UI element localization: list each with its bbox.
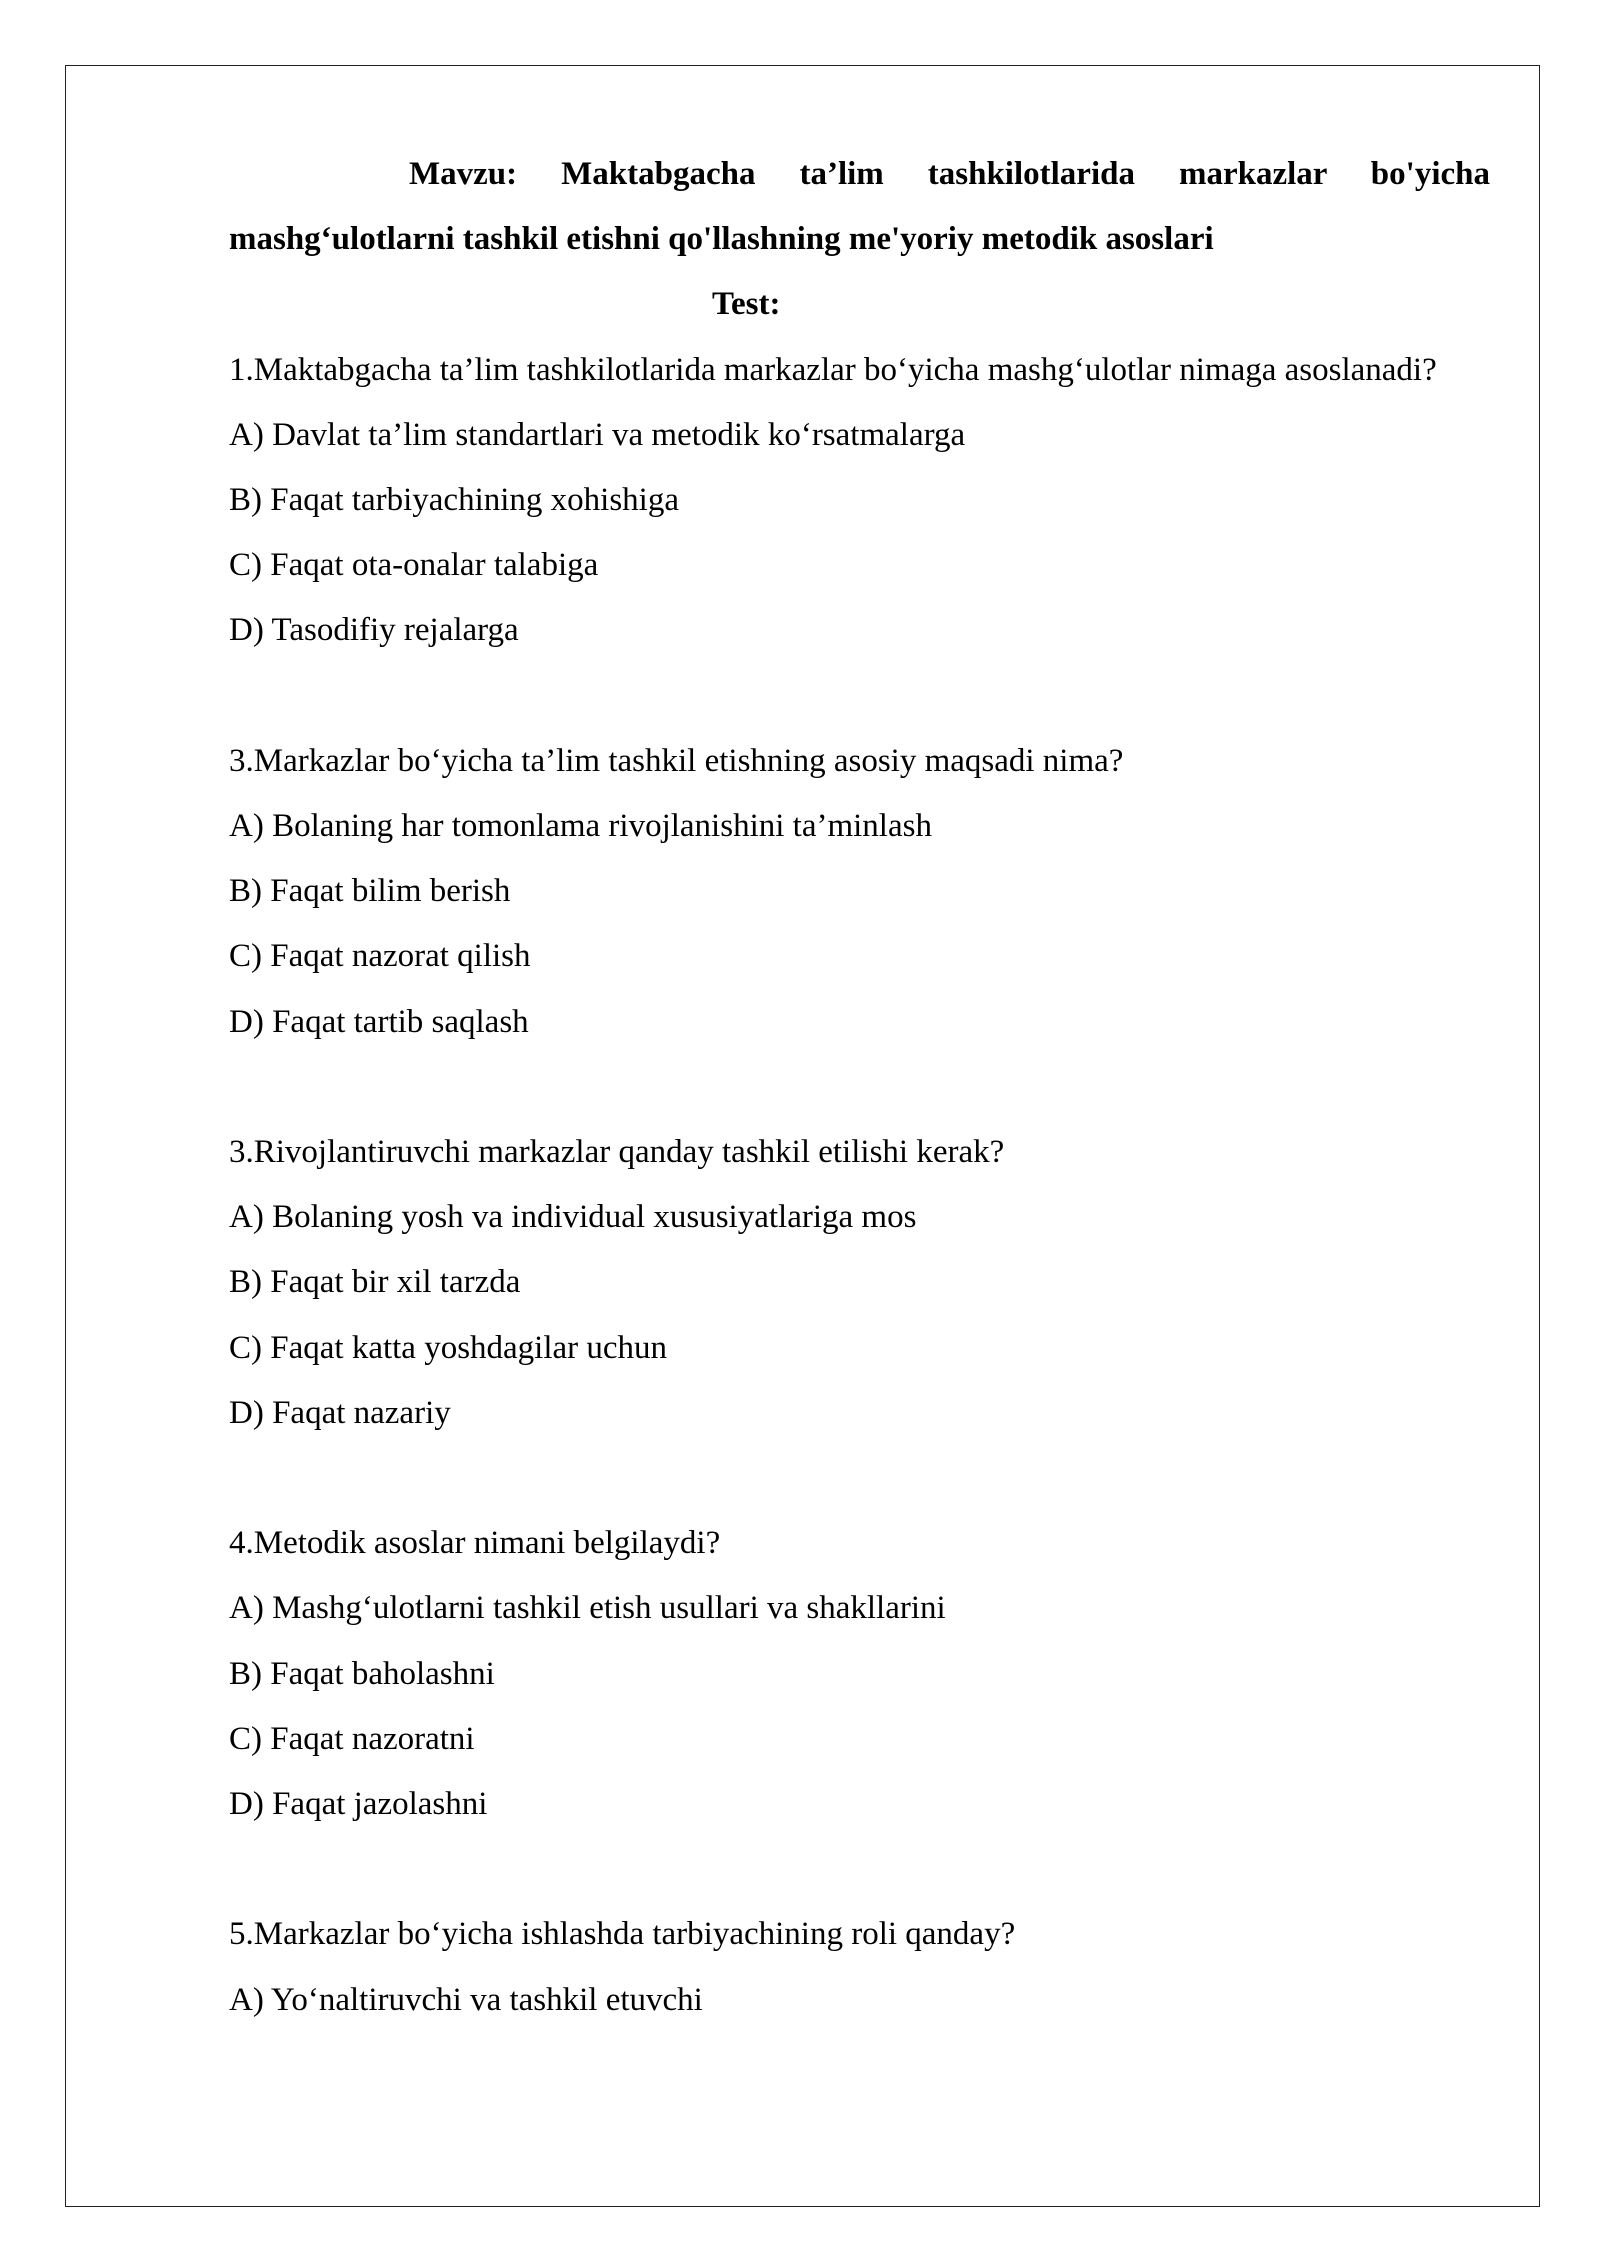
answer-option: A) Mashg‘ulotlarni tashkil etish usullari va shakllarini — [229, 1590, 946, 1627]
question-text: 1.Maktabgacha ta’lim tashkilotlarida markazlar bo‘yicha mashg‘ulotlar nimaga asoslanadi? — [229, 351, 1437, 388]
answer-option: D) Faqat tartib saqlash — [229, 1003, 529, 1040]
document-title: Mavzu: Maktabgacha ta’lim tashkilotlarida markazlar bo'yicha mashg‘ulotlarni tashkil etishni qo'llashning me'yoriy metodik asoslari — [229, 156, 1490, 258]
answer-option: D) Tasodifiy rejalarga — [229, 612, 519, 649]
test-heading: Test: — [712, 286, 781, 323]
answer-option: A) Davlat ta’lim standartlari va metodik ko‘rsatmalarga — [229, 416, 966, 453]
question-block — [229, 1511, 1490, 1837]
answer-option: C) Faqat ota-onalar talabiga — [229, 547, 599, 584]
answer-option: A) Bolaning yosh va individual xususiyatlariga mos — [229, 1199, 917, 1236]
question-text: 4.Metodik asoslar nimani belgilaydi? — [229, 1525, 721, 1562]
question-block — [229, 1902, 1490, 2032]
answer-option: B) Faqat bir xil tarzda — [229, 1264, 521, 1301]
answer-option: B) Faqat bilim berish — [229, 873, 511, 910]
answer-option: C) Faqat nazorat qilish — [229, 938, 531, 975]
answer-option: A) Bolaning har tomonlama rivojlanishini ta’minlash — [229, 808, 932, 845]
question-block — [229, 338, 1490, 664]
answer-option: B) Faqat tarbiyachining xohishiga — [229, 482, 679, 519]
answer-option: D) Faqat nazariy — [229, 1394, 451, 1431]
answer-option: D) Faqat jazolashni — [229, 1786, 488, 1823]
question-text: 3.Markazlar bo‘yicha ta’lim tashkil etishning asosiy maqsadi nima? — [229, 742, 1124, 779]
answer-option: A) Yo‘naltiruvchi va tashkil etuvchi — [229, 1981, 703, 2018]
answer-option: C) Faqat nazoratni — [229, 1720, 475, 1757]
question-text: 5.Markazlar bo‘yicha ishlashda tarbiyachining roli qanday? — [229, 1916, 1016, 1953]
question-block — [229, 729, 1490, 1055]
question-text: 3.Rivojlantiruvchi markazlar qanday tashkil etilishi kerak? — [229, 1134, 1005, 1171]
answer-option: C) Faqat katta yoshdagilar uchun — [229, 1329, 668, 1366]
document-body — [229, 142, 1490, 2098]
answer-option: B) Faqat baholashni — [229, 1655, 495, 1692]
question-block — [229, 1120, 1490, 1446]
